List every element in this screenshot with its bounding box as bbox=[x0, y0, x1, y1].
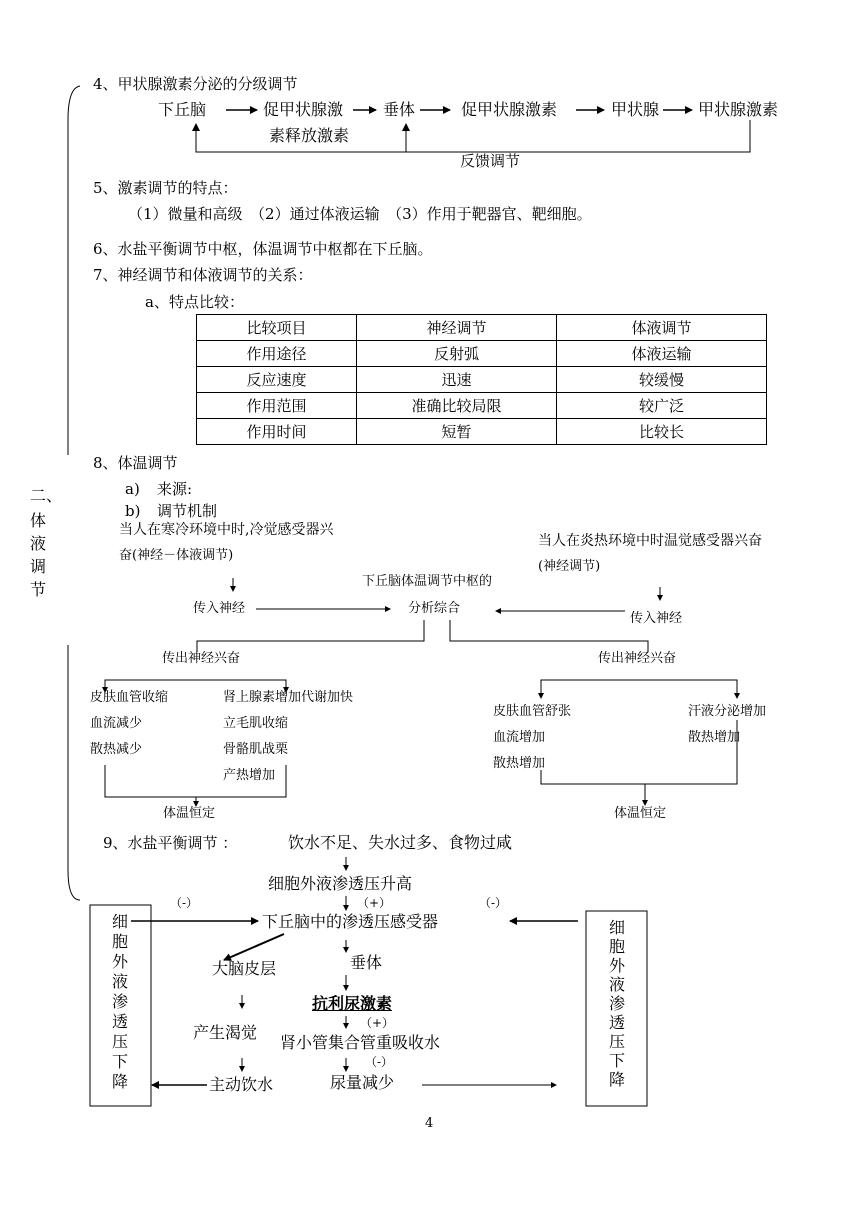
s8-efferent-left: 传出神经兴奋 bbox=[162, 651, 241, 666]
table-header-cell: 神经调节 bbox=[357, 315, 557, 341]
s9-minus-right: （-） bbox=[479, 896, 508, 910]
s8-hot-line1: 当人在炎热环境中时温觉感受器兴奋 bbox=[538, 533, 762, 549]
table-cell: 作用途径 bbox=[197, 341, 357, 367]
s9-urine: 尿量减少 bbox=[330, 1073, 395, 1092]
table-header-row bbox=[197, 315, 767, 341]
table-row bbox=[197, 341, 767, 367]
cold-effect-a: 皮肤血管收缩 bbox=[90, 690, 169, 705]
table-cell: 比较长 bbox=[557, 419, 767, 445]
s8-a-marker: a) bbox=[125, 480, 140, 498]
s9-drop-left: 细胞外液渗透压下降 bbox=[111, 912, 128, 1091]
table-row bbox=[197, 393, 767, 419]
s9-heading: 9、水盐平衡调节 ： bbox=[103, 834, 238, 852]
s8-afferent-right: 传入神经 bbox=[630, 611, 683, 626]
s6-text: 6、水盐平衡调节中枢，体温调节中枢都在下丘脑。 bbox=[93, 240, 433, 258]
s8-cold-line2: 奋(神经－体液调节) bbox=[119, 548, 234, 563]
table-cell: 反射弧 bbox=[357, 341, 557, 367]
s9-plus2: （+） bbox=[360, 1016, 395, 1030]
hot-effect-a: 皮肤血管舒张 bbox=[493, 704, 572, 719]
table-cell: 作用范围 bbox=[197, 393, 357, 419]
s5-items: （1）微量和高级 （2）通过体液运输 （3）作用于靶器官、靶细胞。 bbox=[128, 205, 592, 223]
s8-hot-line2: (神经调节) bbox=[538, 559, 601, 574]
s4-trh-line2: 素释放激素 bbox=[269, 126, 350, 145]
table-cell: 反应速度 bbox=[197, 367, 357, 393]
s4-tsh: 促甲状腺激素 bbox=[461, 100, 558, 119]
page-number: 4 bbox=[425, 1116, 434, 1131]
s9-kidney: 肾小管集合管重吸收水 bbox=[280, 1033, 441, 1052]
s9-cause: 饮水不足、失水过多、食物过咸 bbox=[288, 833, 513, 852]
table-cell: 准确比较局限 bbox=[357, 393, 557, 419]
s4-heading: 4、甲状腺激素分泌的分级调节 bbox=[93, 75, 298, 93]
table-cell: 迅速 bbox=[357, 367, 557, 393]
s9-drop-right: 细胞外液渗透压下降 bbox=[608, 918, 625, 1089]
hot-effect-a: 血流增加 bbox=[493, 730, 546, 745]
s9-cortex: 大脑皮层 bbox=[212, 959, 277, 978]
cold-effect-b: 肾上腺素增加代谢加快 bbox=[223, 690, 354, 705]
table-row bbox=[197, 419, 767, 445]
s5-heading: 5、激素调节的特点： bbox=[93, 179, 238, 197]
s9-plus1: （+） bbox=[357, 896, 392, 910]
s8-b-marker: b) bbox=[125, 502, 141, 520]
s7-heading: 7、神经调节和体液调节的关系： bbox=[93, 266, 313, 284]
s9-minus-left: （-） bbox=[170, 896, 199, 910]
s4-pituitary: 垂体 bbox=[383, 100, 416, 119]
s8-efferent-right: 传出神经兴奋 bbox=[598, 651, 677, 666]
s8-stable-left: 体温恒定 bbox=[163, 806, 216, 821]
s9-adh: 抗利尿激素 bbox=[312, 994, 393, 1013]
s4-thyroxine: 甲状腺激素 bbox=[698, 100, 779, 119]
s9-receptor: 下丘脑中的渗透压感受器 bbox=[262, 912, 439, 931]
cold-effect-a: 散热减少 bbox=[90, 742, 143, 757]
cold-effect-b: 立毛肌收缩 bbox=[223, 716, 289, 731]
table-cell: 体液运输 bbox=[557, 341, 767, 367]
s9-minus3: （-） bbox=[365, 1055, 394, 1069]
s9-pituitary: 垂体 bbox=[350, 953, 383, 972]
table-cell: 较广泛 bbox=[557, 393, 767, 419]
s8-a-text: 来源: bbox=[157, 480, 193, 498]
s8-center-line1: 下丘脑体温调节中枢的 bbox=[362, 574, 493, 589]
s7-sub: a、特点比较： bbox=[145, 293, 244, 311]
side-section-number: 二、 bbox=[30, 486, 63, 505]
s8-stable-right: 体温恒定 bbox=[614, 806, 667, 821]
s4-hypothalamus: 下丘脑 bbox=[158, 100, 207, 119]
s8-heading: 8、体温调节 bbox=[93, 454, 178, 472]
table-header-cell: 比较项目 bbox=[197, 315, 357, 341]
s8-afferent-left: 传入神经 bbox=[193, 601, 246, 616]
s4-trh-line1: 促甲状腺激 bbox=[263, 100, 344, 119]
s8-cold-line1: 当人在寒冷环境中时,冷觉感受器兴 bbox=[119, 522, 334, 538]
hot-effect-a: 散热增加 bbox=[493, 756, 546, 771]
s4-thyroid: 甲状腺 bbox=[611, 100, 660, 119]
table-header-cell: 体液调节 bbox=[557, 315, 767, 341]
s8-center-line2: 分析综合 bbox=[408, 601, 461, 616]
cold-effect-b: 骨骼肌战栗 bbox=[223, 742, 289, 757]
s9-rise: 细胞外液渗透压升高 bbox=[268, 874, 413, 893]
table-cell: 短暂 bbox=[357, 419, 557, 445]
hot-effect-b: 汗液分泌增加 bbox=[688, 704, 767, 719]
hot-effect-b: 散热增加 bbox=[688, 730, 741, 745]
table-cell: 作用时间 bbox=[197, 419, 357, 445]
cold-effect-a: 血流减少 bbox=[90, 716, 143, 731]
side-section-title: 体 液 调 节 bbox=[29, 511, 46, 599]
comparison-table bbox=[196, 314, 767, 445]
s8-b-text: 调节机制 bbox=[157, 502, 218, 520]
s4-feedback: 反馈调节 bbox=[460, 152, 521, 170]
cold-effect-b: 产热增加 bbox=[223, 768, 276, 783]
table-cell: 较缓慢 bbox=[557, 367, 767, 393]
table-row bbox=[197, 367, 767, 393]
s9-thirst: 产生渴觉 bbox=[193, 1023, 258, 1042]
s9-drink: 主动饮水 bbox=[209, 1075, 274, 1094]
